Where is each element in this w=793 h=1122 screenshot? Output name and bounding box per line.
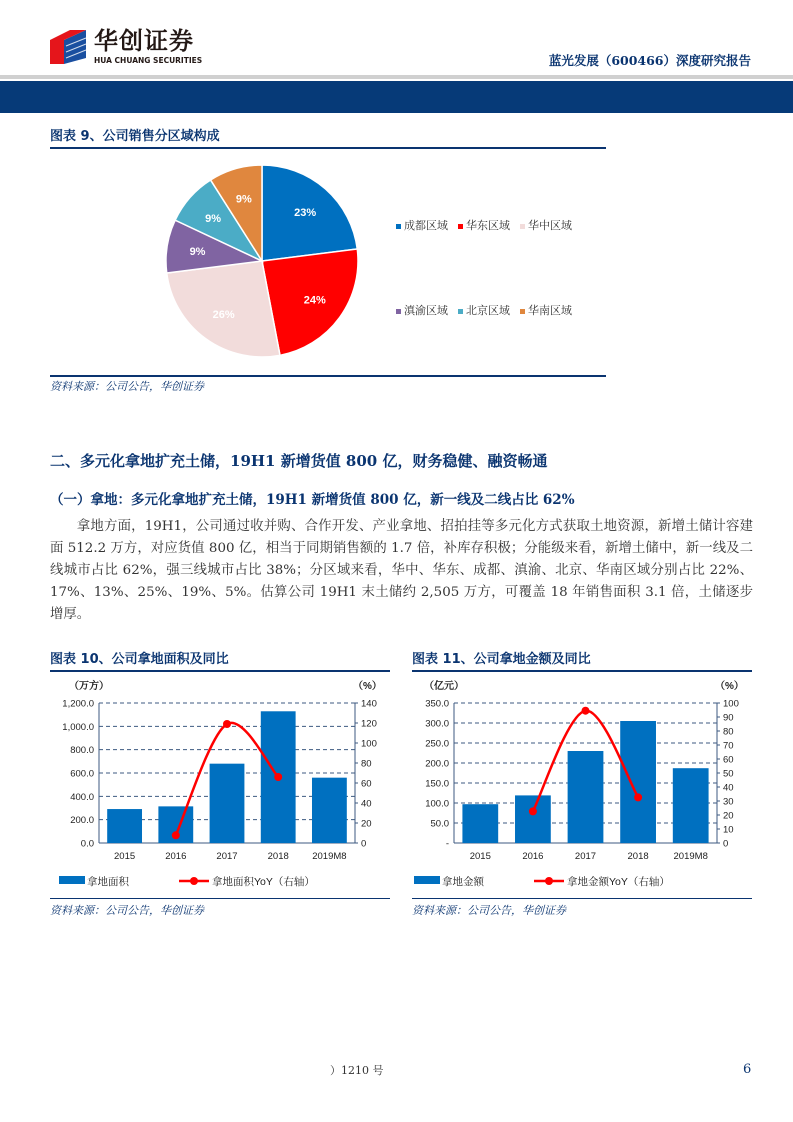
page-number: 6 (743, 1062, 752, 1077)
x-tick-label: 2016 (522, 851, 544, 862)
y-axis-unit: （亿元） (424, 681, 464, 692)
x-tick-label: 2015 (114, 851, 136, 862)
logo-cn: 华创证券 (94, 27, 194, 55)
yoy-point (274, 773, 282, 781)
bar-2016 (515, 795, 551, 843)
x-tick-label: 2018 (267, 851, 289, 862)
y-tick-label: 200.0 (425, 758, 449, 770)
figure11-bottom-rule (412, 898, 752, 899)
legend-item: 华南区域 (520, 304, 572, 318)
y-tick-label: 350.0 (425, 698, 449, 710)
x-tick-label: 2019M8 (312, 851, 347, 862)
legend-bar-label: 拿地金额 (442, 876, 484, 888)
x-tick-label: 2017 (574, 851, 597, 862)
legend-item: 北京区域 (458, 304, 510, 318)
figure10-title: 图表 10、公司拿地面积及同比 (50, 652, 229, 667)
y2-tick-label: 40 (361, 798, 372, 810)
legend-bar-swatch (59, 876, 85, 884)
y2-tick-label: 40 (723, 782, 734, 794)
pie-data-label: 26% (212, 308, 235, 321)
y2-tick-label: 0 (723, 838, 729, 850)
y2-tick-label: 30 (723, 796, 734, 808)
y-tick-label: 100.0 (425, 798, 449, 810)
x-tick-label: 2015 (469, 851, 491, 862)
pie-data-label: 9% (235, 193, 252, 206)
y-tick-label: 1,200.0 (62, 698, 94, 710)
y2-tick-label: 90 (723, 712, 734, 724)
pie-data-label: 9% (205, 212, 221, 225)
legend-bar-label: 拿地面积 (87, 876, 129, 888)
y2-tick-label: 60 (723, 754, 734, 766)
body-paragraph: 拿地方面，19H1，公司通过收并购、合作开发、产业拿地、招拍挂等多元化方式获取土地资源，新增土储计容建面 512.2 万方，对应货值 800 亿，相当于同期销售额的 1.7 倍，补库存积极；分能级来看，新增土储中，新一线及二线城市占比 62%，强三线城市占比 38%；分区域来看，华中、华东、成都、滇渝、北京、华南区域分别占比 22%、17%、13%、25%、19%、5%。估算公司 19H1 末土储约 2,505 万方，可覆盖 18 年销售面积 3.1 倍，土储逐步增厚。 (50, 519, 753, 622)
figure9-bottom-rule (50, 375, 606, 377)
pie-legend-row1 (396, 219, 572, 233)
header-band (0, 81, 793, 113)
y2-tick-label: 100 (723, 698, 739, 710)
y2-tick-label: 60 (361, 778, 372, 790)
pie-legend-row2 (396, 304, 572, 318)
bar-2019M8 (312, 778, 347, 843)
yoy-point (529, 807, 537, 815)
legend-line-label: 拿地金额YoY（右轴） (567, 876, 670, 888)
legend-item: 华东区域 (458, 219, 510, 233)
section-heading: 二、多元化拿地扩充土储，19H1 新增货值 800 亿，财务稳健、融资畅通 (50, 452, 548, 470)
y2-tick-label: 140 (361, 698, 377, 710)
yoy-point (634, 793, 642, 801)
y2-axis-unit: （%） (353, 681, 382, 692)
logo (50, 28, 210, 68)
pie-data-label: 23% (294, 207, 317, 220)
y2-axis-unit: （%） (715, 681, 744, 692)
bar-2017 (568, 751, 604, 843)
x-tick-label: 2016 (165, 851, 187, 862)
y-tick-label: 0.0 (80, 838, 94, 850)
yoy-point (582, 707, 590, 715)
bar-2015 (462, 804, 498, 843)
figure9-top-rule (50, 147, 606, 149)
pie-data-label: 9% (189, 245, 206, 258)
y-tick-label: 300.0 (425, 718, 449, 730)
y2-tick-label: 10 (723, 824, 734, 836)
y2-tick-label: 120 (361, 718, 377, 730)
legend-item: 成都区域 (396, 219, 448, 233)
figure10-bottom-rule (50, 898, 390, 899)
land-area-chart (40, 672, 395, 894)
y2-tick-label: 0 (361, 838, 367, 850)
legend-line-marker (190, 877, 198, 885)
figure10-source: 资料来源：公司公告，华创证券 (50, 904, 204, 917)
section-subheading: （一）拿地：多元化拿地扩充土储，19H1 新增货值 800 亿，新一线及二线占比 62% (50, 492, 575, 508)
x-tick-label: 2017 (216, 851, 238, 862)
pie-data-label: 24% (303, 294, 326, 307)
y2-tick-label: 80 (723, 726, 734, 738)
land-amount-chart (405, 672, 760, 894)
logo-mark-icon (50, 28, 90, 64)
figure9-title: 图表 9、公司销售分区域构成 (50, 129, 220, 144)
bar-2017 (210, 764, 245, 843)
figure9-source: 资料来源：公司公告，华创证券 (50, 380, 204, 393)
y-tick-label: 600.0 (70, 768, 94, 780)
y2-tick-label: 100 (361, 738, 377, 750)
bar-2019M8 (673, 768, 709, 843)
y-tick-label: 800.0 (70, 745, 94, 757)
report-title: 蓝光发展（600466）深度研究报告 (548, 53, 751, 68)
logo-en: HUA CHUANG SECURITIES (94, 56, 203, 65)
y2-tick-label: 70 (723, 740, 734, 752)
y2-tick-label: 20 (723, 810, 734, 822)
figure11-source: 资料来源：公司公告，华创证券 (412, 904, 566, 917)
legend-item: 滇渝区域 (396, 304, 448, 318)
yoy-point (223, 720, 231, 728)
y-tick-label: 400.0 (70, 791, 94, 803)
bar-2018 (620, 721, 656, 843)
yoy-point (172, 831, 180, 839)
footer-text: ）1210 号 (330, 1064, 384, 1077)
y-tick-label: - (445, 838, 449, 850)
y-tick-label: 50.0 (430, 818, 449, 830)
pie-chart (150, 155, 380, 370)
y2-tick-label: 50 (723, 768, 734, 780)
y-axis-unit: （万方） (69, 681, 109, 692)
y-tick-label: 200.0 (70, 815, 94, 827)
y2-tick-label: 80 (361, 758, 372, 770)
bar-2015 (107, 809, 142, 843)
legend-bar-swatch (414, 876, 440, 884)
y-tick-label: 250.0 (425, 738, 449, 750)
y2-tick-label: 20 (361, 818, 372, 830)
x-tick-label: 2019M8 (673, 851, 708, 862)
header-divider (0, 75, 793, 79)
figure11-title: 图表 11、公司拿地金额及同比 (412, 652, 591, 667)
legend-item: 华中区域 (520, 219, 572, 233)
x-tick-label: 2018 (627, 851, 649, 862)
y-tick-label: 150.0 (425, 778, 449, 790)
legend-line-marker (545, 877, 553, 885)
y-tick-label: 1,000.0 (62, 721, 94, 733)
legend-line-label: 拿地面积YoY（右轴） (212, 876, 315, 888)
